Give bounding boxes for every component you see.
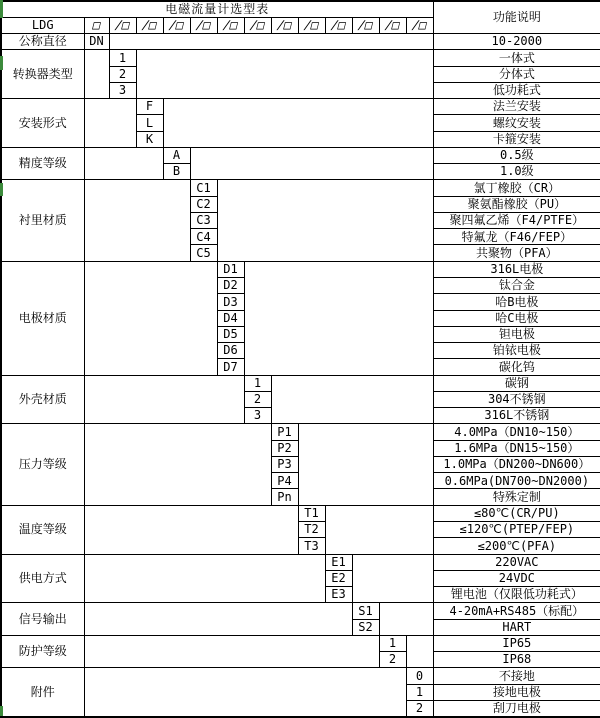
function-cell: 聚氨酯橡胶（PU） [433,196,600,212]
code-cell: T2 [298,522,325,538]
table-row [1,147,600,163]
box-glyph: /□ [329,18,348,33]
model-slot-box [379,17,406,33]
function-cell: 4-20mA+RS485（标配） [433,603,600,619]
section-label: 精度等级 [1,147,84,180]
table-row [1,603,600,619]
function-cell: 聚四氟乙烯（F4/PTFE） [433,212,600,228]
box-glyph: /□ [383,18,402,33]
function-cell: 316L不锈钢 [433,408,600,424]
code-cell: K [136,131,163,147]
box-glyph: /□ [248,18,267,33]
function-cell: 共聚物（PFA） [433,245,600,261]
function-cell: 接地电极 [433,684,600,700]
empty-cell [190,147,433,180]
section-label: 信号输出 [1,603,84,636]
model-slot-box [352,17,379,33]
empty-cell [84,603,352,636]
empty-cell [84,50,109,99]
code-cell: S2 [352,619,379,635]
function-cell: 220VAC [433,554,600,570]
empty-cell [84,424,271,505]
green-edge-marker [0,706,3,716]
table-title: 电磁流量计选型表 [1,1,433,17]
function-cell: 卡箍安装 [433,131,600,147]
code-cell: 2 [379,652,406,668]
function-cell: 分体式 [433,66,600,82]
function-cell: 304不锈钢 [433,391,600,407]
function-cell: 碳化钨 [433,359,600,375]
empty-cell [84,668,406,717]
function-cell: ≤80℃(CR/PU) [433,505,600,521]
table-row [1,424,600,440]
box-glyph: /□ [356,18,375,33]
model-slot-box [325,17,352,33]
table-row [1,180,600,196]
table-row [1,261,600,277]
code-cell: D3 [217,294,244,310]
code-cell: E2 [325,570,352,586]
function-cell: 螺纹安装 [433,115,600,131]
code-cell: P1 [271,424,298,440]
section-label: 压力等级 [1,424,84,505]
function-cell: 低功耗式 [433,82,600,98]
function-cell: 碳钢 [433,375,600,391]
code-cell: D4 [217,310,244,326]
code-cell: D1 [217,261,244,277]
empty-cell [84,375,244,424]
table-row [1,375,600,391]
section-label: 防护等级 [1,635,84,668]
empty-cell [298,424,433,505]
box-glyph: /□ [302,18,321,33]
section-label: 转换器类型 [1,50,84,99]
section-label: 安装形式 [1,99,84,148]
box-glyph: /□ [275,18,294,33]
function-cell: 24VDC [433,570,600,586]
empty-cell [84,99,136,148]
section-label: 衬里材质 [1,180,84,261]
code-cell: T3 [298,538,325,554]
section-label: 外壳材质 [1,375,84,424]
function-cell: 特殊定制 [433,489,600,505]
section-label: 电极材质 [1,261,84,375]
code-cell: D2 [217,278,244,294]
green-edge-marker [0,0,3,18]
function-cell: ≤200℃(PFA) [433,538,600,554]
table-row [1,99,600,115]
empty-cell [109,34,433,50]
code-cell: D5 [217,326,244,342]
function-cell: 氯丁橡胶（CR） [433,180,600,196]
code-cell: 1 [379,635,406,651]
green-edge-marker [0,183,3,196]
empty-cell [163,99,433,148]
empty-cell [217,180,433,261]
section-label: 供电方式 [1,554,84,603]
model-slot-box [109,17,136,33]
model-slot-box [190,17,217,33]
empty-cell [352,554,433,603]
empty-cell [84,635,379,668]
code-cell: A [163,147,190,163]
model-slot-box [136,17,163,33]
title-row [1,1,600,17]
green-edge-marker [0,56,3,70]
code-cell: E1 [325,554,352,570]
function-column-header: 功能说明 [433,1,600,34]
function-cell: 钛合金 [433,278,600,294]
empty-cell [84,180,190,261]
function-cell: 一体式 [433,50,600,66]
code-cell: C3 [190,212,217,228]
box-glyph: /□ [221,18,240,33]
model-digit-box [84,17,109,33]
box-glyph: /□ [167,18,186,33]
code-cell: Pn [271,489,298,505]
table-row [1,554,600,570]
model-prefix: LDG [1,17,84,33]
code-cell: D6 [217,343,244,359]
empty-cell [84,147,163,180]
table-row [1,505,600,521]
empty-cell [325,505,433,554]
box-glyph: /□ [194,18,213,33]
code-cell: 1 [109,50,136,66]
function-cell: HART [433,619,600,635]
section-label: 公称直径 [1,34,84,50]
function-cell: 刮刀电极 [433,700,600,716]
box-glyph: □ [91,18,102,33]
empty-cell [84,505,298,554]
model-slot-box [244,17,271,33]
table-row [1,50,600,66]
code-cell: B [163,164,190,180]
code-cell: S1 [352,603,379,619]
function-cell: 不接地 [433,668,600,684]
function-cell: 锂电池（仅限低功耗式） [433,587,600,603]
section-label: 附件 [1,668,84,717]
code-cell: D7 [217,359,244,375]
function-cell: 1.0MPa（DN200~DN600） [433,456,600,472]
code-cell: 2 [244,391,271,407]
function-cell: 哈C电极 [433,310,600,326]
function-cell: IP65 [433,635,600,651]
section-label: 温度等级 [1,505,84,554]
table-row [1,668,600,684]
function-cell: 10-2000 [433,34,600,50]
function-cell: IP68 [433,652,600,668]
model-slot-box [406,17,433,33]
box-glyph: /□ [410,18,429,33]
empty-cell [136,50,433,99]
code-cell: T1 [298,505,325,521]
code-cell: P2 [271,440,298,456]
box-glyph: /□ [113,18,132,33]
model-slot-box [298,17,325,33]
code-cell: F [136,99,163,115]
code-cell: P4 [271,473,298,489]
function-cell: 哈B电极 [433,294,600,310]
model-slot-box [217,17,244,33]
empty-cell [271,375,433,424]
table-row [1,635,600,651]
empty-cell [406,635,433,668]
function-cell: 316L电极 [433,261,600,277]
model-slot-box [271,17,298,33]
code-cell: C4 [190,229,217,245]
function-cell: 铂铱电极 [433,343,600,359]
code-cell: L [136,115,163,131]
function-cell: 特氟龙（F46/FEP） [433,229,600,245]
model-slot-box [163,17,190,33]
function-cell: 0.5级 [433,147,600,163]
empty-cell [379,603,433,636]
function-cell: 1.6MPa（DN15~150） [433,440,600,456]
function-cell: ≤120℃(PTEP/FEP) [433,522,600,538]
code-cell: C5 [190,245,217,261]
function-cell: 0.6MPa(DN700~DN2000) [433,473,600,489]
code-cell: 2 [109,66,136,82]
code-cell: 3 [244,408,271,424]
code-cell: C2 [190,196,217,212]
code-cell: 0 [406,668,433,684]
code-cell: P3 [271,456,298,472]
function-cell: 钽电极 [433,326,600,342]
empty-cell [244,261,433,375]
table-row [1,34,600,50]
function-cell: 法兰安装 [433,99,600,115]
code-cell: C1 [190,180,217,196]
box-glyph: /□ [140,18,159,33]
code-cell: 1 [244,375,271,391]
code-cell: 1 [406,684,433,700]
function-cell: 1.0级 [433,164,600,180]
code-cell: 2 [406,700,433,716]
empty-cell [84,554,325,603]
function-cell: 4.0MPa（DN10~150） [433,424,600,440]
code-cell: 3 [109,82,136,98]
code-cell: DN [84,34,109,50]
empty-cell [84,261,217,375]
code-cell: E3 [325,587,352,603]
